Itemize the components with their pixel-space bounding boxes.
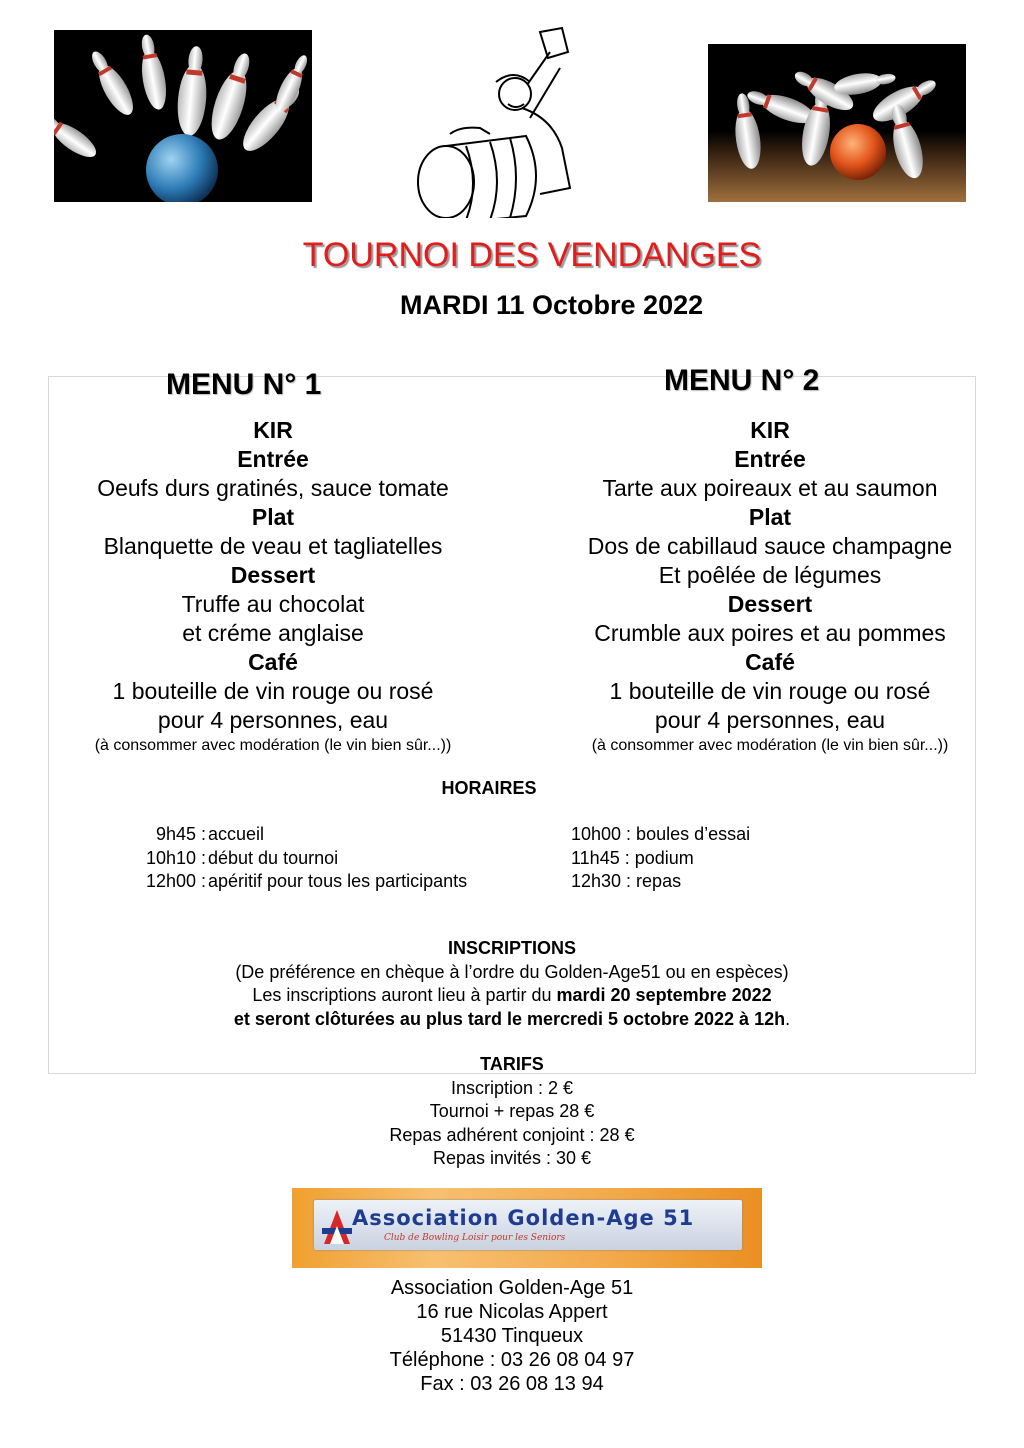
schedule-desc: apéritif pour tous les participants	[208, 871, 468, 891]
menu1-dessert-line2: et créme anglaise	[182, 620, 364, 646]
inscriptions-payment: (De préférence en chèque à l’ordre du Golden-Age51 ou en espèces)	[235, 961, 789, 982]
address-phone: Téléphone : 03 26 08 04 97	[389, 1349, 635, 1371]
menu1-wine-line1: 1 bouteille de vin rouge ou rosé	[112, 678, 434, 704]
menu1-plat-label: Plat	[251, 504, 295, 530]
address-street: 16 rue Nicolas Appert	[416, 1301, 608, 1323]
event-date: MARDI 11 Octobre 2022	[400, 290, 704, 320]
bowling-pins-orange-ball-icon	[708, 44, 966, 202]
barrel-man-icon	[410, 22, 590, 218]
tarif-item: Repas adhérent conjoint : 28 €	[389, 1124, 635, 1145]
association-logo	[292, 1188, 762, 1268]
event-title: TOURNOI DES VENDANGES	[302, 236, 762, 274]
schedule-right	[571, 823, 750, 894]
schedule-item: 10h00 : boules d’essai	[571, 824, 751, 844]
menu1-dessert-label: Dessert	[230, 562, 316, 588]
inscriptions-start-prefix: Les inscriptions auront lieu à partir du	[252, 985, 557, 1005]
horaires-title: HORAIRES	[441, 778, 537, 798]
schedule-time: 9h45 :	[155, 824, 206, 844]
schedule-left-descriptions	[208, 823, 467, 894]
menu2-plat-line2: Et poêlée de légumes	[658, 562, 882, 588]
bowling-pins-image-left	[54, 30, 312, 202]
logo-a-icon	[320, 1206, 354, 1246]
inscriptions-title: INSCRIPTIONS	[447, 938, 576, 958]
menu1-section	[33, 416, 513, 757]
inscriptions-end	[0, 1008, 1024, 1032]
menu2-plat-line1: Dos de cabillaud sauce champagne	[587, 533, 953, 559]
logo-subtitle: Club de Bowling Loisir pour les Seniors	[384, 1233, 566, 1243]
menu2-wine-line2: pour 4 personnes, eau	[654, 707, 886, 733]
address-name: Association Golden-Age 51	[390, 1277, 634, 1299]
bowling-pins-strike-icon	[54, 30, 312, 202]
schedule-left-times	[0, 823, 206, 894]
tarifs-section	[0, 1053, 1024, 1171]
tarif-item: Tournoi + repas 28 €	[429, 1101, 595, 1121]
menu2-dessert: Crumble aux poires et au pommes	[594, 620, 946, 646]
inscriptions-end-date: et seront clôturées au plus tard le mercredi 5 octobre 2022 à 12h	[233, 1008, 786, 1029]
menu1-entree-label: Entrée	[237, 446, 309, 472]
menu2-dessert-label: Dessert	[727, 591, 813, 617]
address-fax: Fax : 03 26 08 13 94	[420, 1373, 604, 1395]
tarif-item: Repas invités : 30 €	[432, 1148, 592, 1168]
menu2-entree-label: Entrée	[734, 446, 806, 472]
menu2-cafe-label: Café	[745, 649, 795, 675]
schedule-time: 12h00 :	[145, 871, 206, 891]
logo-text: Association Golden-Age 51	[352, 1206, 695, 1230]
schedule-item: 12h30 : repas	[571, 871, 682, 891]
menu2-section	[530, 416, 1010, 757]
menu2-note: (à consommer avec modération (le vin bien sûr...))	[591, 737, 949, 754]
winemaker-barrel-illustration	[410, 22, 590, 218]
address-city: 51430 Tinqueux	[440, 1325, 584, 1347]
menu1-plat: Blanquette de veau et tagliatelles	[103, 533, 443, 559]
inscriptions-start-date: mardi 20 septembre 2022	[556, 985, 772, 1005]
schedule-item: 11h45 : podium	[571, 847, 694, 868]
menu2-plat-label: Plat	[748, 504, 792, 530]
menu2-entree: Tarte aux poireaux et au saumon	[602, 475, 938, 501]
menu1-cafe-label: Café	[248, 649, 298, 675]
inscriptions-start	[0, 984, 1024, 1008]
schedule-time: 10h10 :	[145, 847, 206, 868]
menu2-title: MENU N° 2	[664, 364, 820, 397]
bowling-pins-image-right	[708, 44, 966, 202]
menu1-kir: KIR	[253, 417, 293, 443]
menu1-title: MENU N° 1	[166, 368, 322, 401]
inscriptions-end-suffix: .	[785, 1008, 791, 1029]
menu1-wine-line2: pour 4 personnes, eau	[157, 707, 389, 733]
tarif-item: Inscription : 2 €	[450, 1077, 574, 1098]
menu2-kir: KIR	[750, 417, 790, 443]
logo-banner	[314, 1200, 742, 1250]
menu1-note: (à consommer avec modération (le vin bien sûr...))	[94, 737, 452, 754]
schedule-desc: accueil	[208, 824, 265, 844]
tarifs-title: TARIFS	[480, 1054, 544, 1074]
menu2-wine-line1: 1 bouteille de vin rouge ou rosé	[609, 678, 931, 704]
inscriptions-section	[0, 937, 1024, 1031]
menu1-dessert-line1: Truffe au chocolat	[181, 591, 365, 617]
menu1-entree: Oeufs durs gratinés, sauce tomate	[97, 475, 449, 501]
schedule-desc: début du tournoi	[208, 847, 339, 868]
address-block	[0, 1276, 1024, 1396]
